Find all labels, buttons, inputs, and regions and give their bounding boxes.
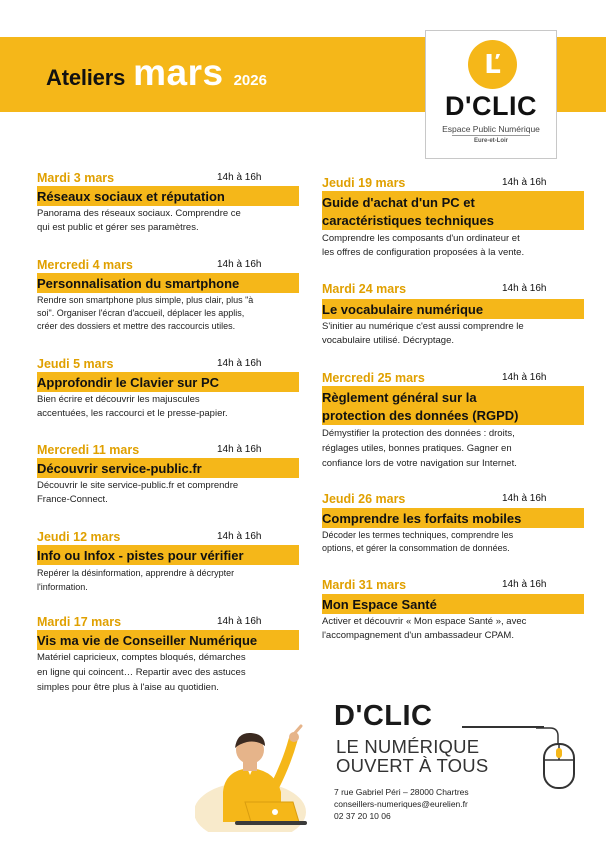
footer-street: 7 rue Gabriel Péri – 28000 Chartres [334, 787, 469, 797]
footer-phone: 02 37 20 10 06 [334, 811, 391, 821]
event-desc: Découvrir le site service-public.fr et comprendre [37, 480, 239, 491]
event-desc: Repérer la désinformation, apprendre à décrypter [37, 568, 235, 578]
event-title: Réseaux sociaux et réputation [37, 189, 225, 204]
event-title: Guide d'achat d'un PC et [322, 195, 475, 210]
event-9 [322, 492, 584, 557]
event-date: Mercredi 4 mars [37, 258, 133, 272]
event-title: Info ou Infox - pistes pour vérifier [37, 548, 244, 563]
event-desc: l'accompagnement d'un ambassadeur CPAM. [322, 630, 514, 641]
logo-mark-icon: Ľ [468, 40, 517, 89]
event-date: Mardi 17 mars [37, 615, 122, 629]
footer-rule [462, 726, 544, 728]
event-desc: les offres de configuration proposées à la vente. [322, 247, 525, 258]
event-time: 14h à 16h [217, 444, 262, 455]
event-title: Découvrir service-public.fr [37, 461, 202, 476]
logo-subtitle: Espace Public Numérique [442, 124, 540, 134]
event-date: Jeudi 12 mars [37, 530, 121, 544]
event-desc: l'information. [37, 582, 88, 592]
event-1 [37, 258, 299, 336]
person-laptop-illustration [195, 722, 325, 832]
event-date: Mardi 3 mars [37, 171, 115, 185]
dclic-logo [425, 30, 557, 159]
event-desc: accentuées, les raccourci et le presse-papier. [37, 408, 228, 419]
event-date: Jeudi 19 mars [322, 176, 406, 190]
event-desc: Panorama des réseaux sociaux. Comprendre ce [37, 208, 241, 219]
event-desc: soi". Organiser l'écran d'accueil, déplacer les applis, [37, 308, 245, 318]
event-3 [37, 443, 299, 508]
event-time: 14h à 16h [217, 616, 262, 627]
event-date: Jeudi 5 mars [37, 357, 114, 371]
event-title: caractéristiques techniques [322, 213, 494, 228]
title-month: mars [133, 52, 224, 93]
event-title: Personnalisation du smartphone [37, 276, 240, 291]
footer-email: conseillers-numeriques@eurelien.fr [334, 799, 468, 809]
event-desc: réglages utiles, bonnes pratiques. Gagner en [322, 443, 512, 454]
event-title: Le vocabulaire numérique [322, 302, 484, 317]
event-7 [322, 282, 584, 347]
event-desc: en ligne qui coincent… Repartir avec des astuces [37, 667, 246, 678]
event-desc: Démystifier la protection des données : droits, [322, 428, 515, 439]
event-desc: qui est public et gérer ses paramètres. [37, 222, 199, 233]
footer-wordmark: D'CLIC [334, 700, 433, 732]
event-time: 14h à 16h [502, 177, 547, 188]
event-title: Approfondir le Clavier sur PC [37, 375, 220, 390]
event-time: 14h à 16h [217, 358, 262, 369]
event-10 [322, 578, 584, 643]
event-date: Mercredi 25 mars [322, 371, 425, 385]
event-desc: Rendre son smartphone plus simple, plus clair, plus "à [37, 295, 254, 305]
footer-tagline-2: OUVERT À TOUS [336, 755, 489, 776]
event-time: 14h à 16h [502, 579, 547, 590]
event-time: 14h à 16h [502, 493, 547, 504]
title-ateliers: Ateliers [46, 65, 126, 90]
computer-mouse-icon [536, 722, 586, 792]
event-title: Règlement général sur la [322, 390, 477, 405]
event-desc: S'initier au numérique c'est aussi comprendre le [322, 321, 524, 332]
event-5 [37, 615, 299, 697]
event-desc: confiance lors de votre navigation sur Internet. [322, 458, 517, 469]
logo-wordmark: D'CLIC [445, 91, 537, 121]
event-8 [322, 371, 584, 471]
event-date: Mardi 24 mars [322, 282, 407, 296]
event-desc: créer des dossiers et mettre des raccourcis utiles. [37, 321, 236, 331]
event-desc: vocabulaire utilisé. Décryptage. [322, 335, 455, 346]
event-desc: Activer et découvrir « Mon espace Santé », avec [322, 616, 527, 627]
title-year: 2026 [233, 72, 267, 89]
event-title: protection des données (RGPD) [322, 408, 519, 423]
event-desc: Comprendre les composants d'un ordinateur et [322, 233, 520, 244]
event-title: Vis ma vie de Conseiller Numérique [37, 633, 258, 648]
event-title: Comprendre les forfaits mobiles [322, 511, 522, 526]
event-0 [37, 171, 299, 236]
event-date: Jeudi 26 mars [322, 492, 406, 506]
event-desc: simples pour être plus à l'aise au quotidien. [37, 682, 219, 693]
logo-divider [452, 135, 530, 136]
event-desc: France-Connect. [37, 494, 108, 505]
event-title: Mon Espace Santé [322, 597, 437, 612]
event-6 [322, 176, 584, 261]
event-time: 14h à 16h [502, 283, 547, 294]
event-time: 14h à 16h [217, 259, 262, 270]
event-date: Mardi 31 mars [322, 578, 407, 592]
logo-region: Eure-et-Loir [473, 138, 508, 144]
event-time: 14h à 16h [217, 172, 262, 183]
event-desc: Bien écrire et découvrir les majuscules [37, 394, 200, 405]
event-desc: Matériel capricieux, comptes bloqués, démarches [37, 652, 246, 663]
event-time: 14h à 16h [502, 372, 547, 383]
event-time: 14h à 16h [217, 531, 262, 542]
footer-tagline-1: LE NUMÉRIQUE [336, 736, 480, 757]
page-title [46, 52, 267, 92]
event-4 [37, 530, 299, 595]
event-date: Mercredi 11 mars [37, 443, 140, 457]
event-2 [37, 357, 299, 422]
footer-address [334, 786, 469, 822]
event-desc: Décoder les termes techniques, comprendre les [322, 530, 514, 540]
event-desc: options, et gérer la consommation de données. [322, 543, 510, 553]
